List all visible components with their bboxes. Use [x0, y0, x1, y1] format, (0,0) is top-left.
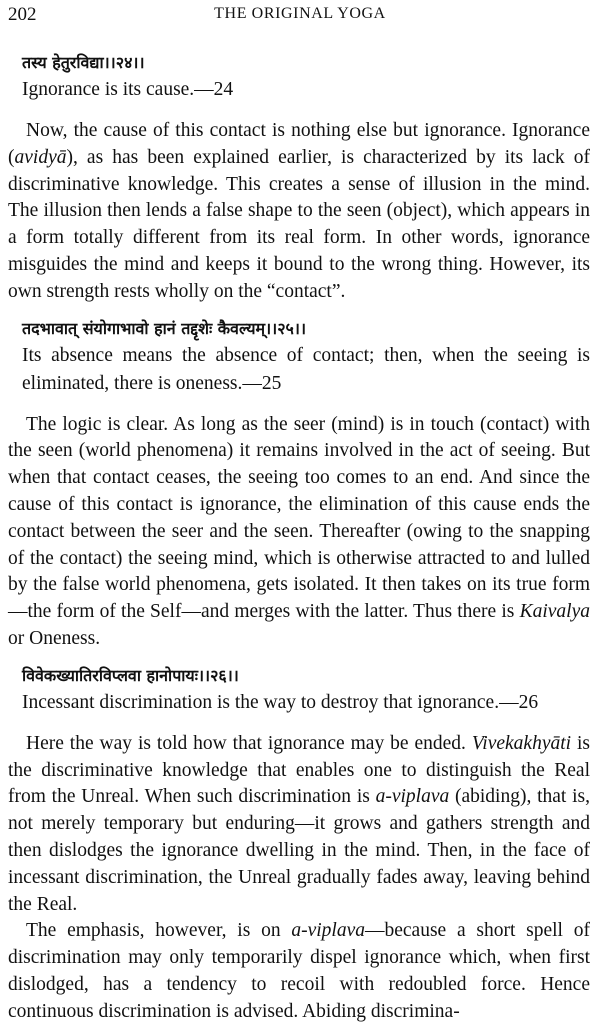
paragraph-1: Now, the cause of this contact is nothing else but ignorance. Ignorance (avidyā), as has been explained earlier, is characterized by its lack of discriminative knowledge. This creates a sense of illusion in the mind. The illusion then lends a false shape to the seen (object), which appears in a form totally different from its real form. In other words, ignorance misguides the mind and keeps it bound to the wrong thing. However, its own strength rests wholly on the “contact”. [8, 120, 590, 302]
page-number: 202 [8, 4, 37, 25]
page-header [8, 4, 592, 28]
sutra-24-translation: Ignorance is its cause.—24 [22, 79, 234, 100]
sutra-26-translation: Incessant discrimination is the way to destroy that ignorance.—26 [22, 691, 539, 713]
paragraph-2: The logic is clear. As long as the seer (mind) is in touch (contact) with the seen (world phenomena) it remains involved in the act of seeing. But when that contact ceases, the seeing too comes to an end. And since the cause of this contact is ignorance, the elimination of this cause ends the contact between the seer and the seen. Thereafter (owing to the snapping of the contact) the seeing mind, which is otherwise attracted to and lulled by the false world phenomena, gets isolated. It then takes on its true form—the form of the Self—and merges with the latter. Thus there is Kaivalya or Oneness. [8, 413, 590, 649]
sutra-25-sanskrit: तदभावात् संयोगाभावो हानं तद्दृशेः कैवल्यम्।।२५।। [22, 318, 307, 338]
paragraph-4: The emphasis, however, is on a-viplava—because a short spell of discrimination may only temporarily dispel ignorance which, when first dislodged, has a tendency to recoil with redoubled force. Hence continuous discrimination is advised. Abiding discrimina- [8, 920, 590, 1022]
sutra-24-sanskrit: तस्य हेतुरविद्या।।२४।। [22, 53, 145, 72]
sutra-26-sanskrit: विवेकख्यातिरविप्लवा हानोपायः।।२६।। [22, 665, 239, 685]
running-title: THE ORIGINAL YOGA [214, 5, 386, 22]
page-content [8, 50, 590, 1026]
paragraph-3: Here the way is told how that ignorance may be ended. Vivekakhyāti is the discriminative knowledge that enables one to distinguish the Real from the Unreal. When such discrimination is a-viplava (abiding), that is, not merely temporary but enduring—it grows and gathers strength and then dislodges the ignorance dwelling in the mind. Then, in the face of incessant discrimination, the Unreal gradually fades away, leaving behind the Real. [8, 732, 590, 915]
sutra-25-translation: Its absence means the absence of contact; then, when the seeing is eliminated, there is oneness.—25 [22, 344, 590, 394]
